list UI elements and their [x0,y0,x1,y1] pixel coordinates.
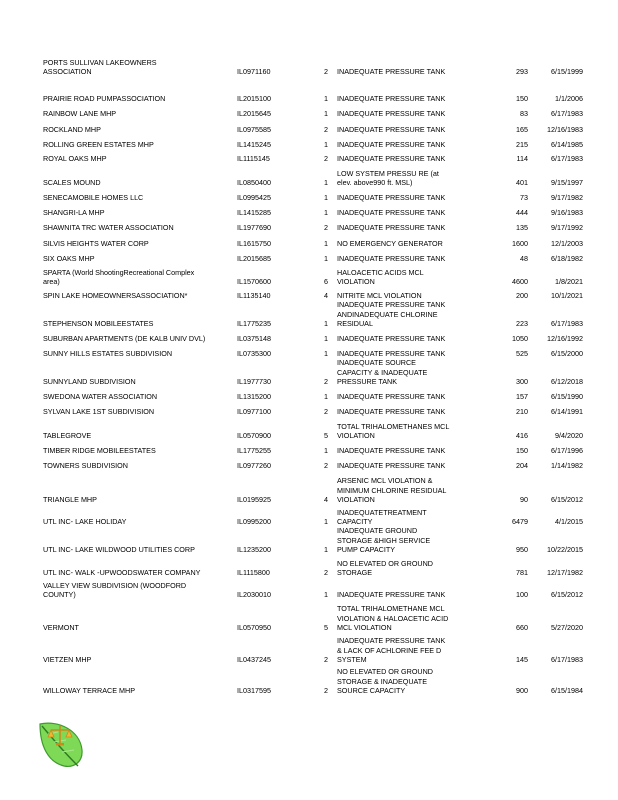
population: 1050 [512,333,528,343]
violation-count: 2 [324,66,328,76]
violation-date: 5/27/2020 [551,622,583,632]
population: 165 [516,124,528,134]
system-name: SCALES MOUND [43,177,101,187]
violation-description: INADEQUATE PRESSURE TANK [337,391,446,401]
violation-count: 2 [324,376,328,386]
violation-description: INADEQUATE PRESSURE TANK [337,406,446,416]
violation-date: 1/1/2006 [555,93,583,103]
system-id: IL2015100 [237,93,271,103]
violation-description: INADEQUATE PRESSURE TANK [337,222,446,232]
system-id: IL0735300 [237,348,271,358]
population: 4600 [512,276,528,286]
system-id: IL1775235 [237,318,271,328]
system-id: IL1775255 [237,445,271,455]
violation-description: INADEQUATE GROUND STORAGE &HIGH SERVICE PUMP CAPACITY [337,526,431,554]
violation-count: 2 [324,567,328,577]
violation-date: 6/17/1983 [551,153,583,163]
population: 157 [516,391,528,401]
system-name: STEPHENSON MOBILEESTATES [43,318,154,328]
violation-description: INADEQUATE PRESSURE TANK [337,192,446,202]
violation-count: 2 [324,124,328,134]
system-name: PORTS SULLIVAN LAKEOWNERS ASSOCIATION [43,57,157,76]
violation-count: 5 [324,430,328,440]
system-id: IL0971160 [237,66,271,76]
violation-description: INADEQUATE PRESSURE TANK [337,589,446,599]
violation-count: 1 [324,391,328,401]
violation-count: 2 [324,406,328,416]
system-name: SHAWNITA TRC WATER ASSOCIATION [43,222,174,232]
violation-count: 1 [324,207,328,217]
violation-date: 10/22/2015 [547,544,583,554]
system-id: IL0995425 [237,192,271,202]
system-id: IL1115800 [237,567,270,577]
system-id: IL1977730 [237,376,271,386]
violation-description: NO ELEVATED OR GROUND STORAGE [337,558,433,577]
population: 215 [516,139,528,149]
system-id: IL1615750 [237,238,271,248]
violation-date: 6/14/1991 [551,406,583,416]
system-id: IL2030010 [237,589,271,599]
system-id: IL1135140 [237,290,271,300]
violation-description: INADEQUATE PRESSURE TANK [337,445,446,455]
population: 416 [516,430,528,440]
violation-count: 2 [324,654,328,664]
population: 300 [516,376,528,386]
system-id: IL0437245 [237,654,271,664]
population: 210 [516,406,528,416]
system-id: IL1315200 [237,391,271,401]
violation-date: 6/15/1999 [551,66,583,76]
violation-count: 1 [324,544,328,554]
system-name: SPIN LAKE HOMEOWNERSASSOCIATION* [43,290,188,300]
violation-date: 6/18/1982 [551,253,583,263]
violation-date: 10/1/2021 [551,290,583,300]
population: 83 [520,108,528,118]
system-name: RAINBOW LANE MHP [43,108,117,118]
violation-count: 1 [324,516,328,526]
violation-date: 6/12/2018 [551,376,583,386]
system-name: SYLVAN LAKE 1ST SUBDIVISION [43,406,155,416]
violation-count: 1 [324,192,328,202]
population: 90 [520,494,528,504]
violation-description: INADEQUATETREATMENT CAPACITY [337,507,427,526]
violation-date: 9/4/2020 [555,430,583,440]
system-name: TABLEGROVE [43,430,92,440]
population: 114 [516,153,528,163]
leaf-scale-logo-icon [36,718,86,770]
system-name: ROCKLAND MHP [43,124,101,134]
system-name: SWEDONA WATER ASSOCIATION [43,391,158,401]
violation-description: INADEQUATE PRESSURE TANK [337,333,446,343]
violation-description: NITRITE MCL VIOLATION [337,290,422,300]
system-name: UTL INC- LAKE WILDWOOD UTILITIES CORP [43,544,195,554]
violation-description: INADEQUATE PRESSURE TANK & LACK OF ACHLORINE FEE D SYSTEM [337,636,446,664]
violation-date: 6/15/1990 [551,391,583,401]
population: 950 [516,544,528,554]
violation-date: 6/17/1983 [551,108,583,118]
population: 900 [516,685,528,695]
system-name: SUNNYLAND SUBDIVISION [43,376,136,386]
system-id: IL0975585 [237,124,271,134]
violation-date: 6/17/1996 [551,445,583,455]
violation-count: 1 [324,108,328,118]
violation-count: 1 [324,348,328,358]
violation-count: 5 [324,622,328,632]
violation-count: 1 [324,93,328,103]
system-name: TRIANGLE MHP [43,494,97,504]
violation-date: 6/15/2000 [551,348,583,358]
violation-count: 1 [324,139,328,149]
violation-description: LOW SYSTEM PRESSU RE (at elev. above990 ft. MSL) [337,168,439,187]
population: 73 [520,192,528,202]
population: 48 [520,253,528,263]
system-id: IL1235200 [237,544,271,554]
violation-description: TOTAL TRIHALOMETHANES MCL VIOLATION [337,421,450,440]
violation-description: INADEQUATE PRESSURE TANK [337,207,446,217]
system-name: SUNNY HILLS ESTATES SUBDIVISION [43,348,173,358]
violation-description: INADEQUATE PRESSURE TANK [337,124,446,134]
system-name: SILVIS HEIGHTS WATER CORP [43,238,149,248]
system-id: IL0317595 [237,685,271,695]
violation-count: 2 [324,153,328,163]
population: 444 [516,207,528,217]
population: 401 [516,177,528,187]
system-id: IL1415285 [237,207,271,217]
violation-description: INADEQUATE PRESSURE TANK [337,108,446,118]
population: 150 [516,445,528,455]
system-name: VALLEY VIEW SUBDIVISION (WOODFORD COUNTY) [43,580,187,599]
system-name: WILLOWAY TERRACE MHP [43,685,135,695]
system-id: IL1570600 [237,276,271,286]
system-name: UTL INC- WALK -UPWOODSWATER COMPANY [43,567,201,577]
population: 223 [516,318,528,328]
violation-description: INADEQUATE PRESSURE TANK [337,139,446,149]
system-name: SUBURBAN APARTMENTS (DE KALB UNIV DVL) [43,333,206,343]
violation-count: 1 [324,333,328,343]
system-id: IL1415245 [237,139,271,149]
population: 1600 [512,238,528,248]
violation-date: 6/15/1984 [551,685,583,695]
violation-count: 2 [324,222,328,232]
system-name: VERMONT [43,622,79,632]
violation-count: 4 [324,494,328,504]
violation-description: INADEQUATE PRESSURE TANK [337,460,446,470]
population: 660 [516,622,528,632]
population: 145 [516,654,528,664]
violation-description: TOTAL TRIHALOMETHANE MCL VIOLATION & HALOACETIC ACID MCL VIOLATION [337,604,449,632]
system-id: IL1977690 [237,222,271,232]
violation-count: 1 [324,589,328,599]
violation-description: INADEQUATE PRESSURE TANK ANDINADEQUATE CHLORINE RESIDUAL [337,300,446,328]
violation-date: 1/14/1982 [551,460,583,470]
violation-date: 9/16/1983 [551,207,583,217]
system-id: IL0570950 [237,622,271,632]
violation-description: NO ELEVATED OR GROUND STORAGE & INADEQUATE SOURCE CAPACITY [337,667,433,695]
system-id: IL0195925 [237,494,271,504]
system-name: SPARTA (World ShootingRecreational Complex area) [43,267,195,286]
violation-date: 9/15/1997 [551,177,583,187]
violation-count: 6 [324,276,328,286]
system-id: IL0977260 [237,460,271,470]
violation-description: INADEQUATE PRESSURE TANK [337,153,446,163]
system-name: VIETZEN MHP [43,654,92,664]
system-name: SIX OAKS MHP [43,253,95,263]
system-id: IL0570900 [237,430,271,440]
system-name: SENECAMOBILE HOMES LLC [43,192,144,202]
population: 200 [516,290,528,300]
violation-date: 6/15/2012 [551,494,583,504]
population: 100 [516,589,528,599]
system-name: PRAIRIE ROAD PUMPASSOCIATION [43,93,166,103]
violation-date: 1/8/2021 [555,276,583,286]
violation-count: 4 [324,290,328,300]
system-id: IL2015685 [237,253,271,263]
violation-description: INADEQUATE SOURCE CAPACITY & INADEQUATE PRESSURE TANK [337,358,428,386]
system-name: SHANGRI-LA MHP [43,207,105,217]
system-name: ROYAL OAKS MHP [43,153,107,163]
system-name: ROLLING GREEN ESTATES MHP [43,139,154,149]
violation-count: 1 [324,445,328,455]
system-name: TIMBER RIDGE MOBILEESTATES [43,445,156,455]
violation-count: 1 [324,253,328,263]
system-id: IL1115145 [237,153,270,163]
violation-date: 12/16/1992 [547,333,583,343]
violation-description: INADEQUATE PRESSURE TANK [337,253,446,263]
system-id: IL0375148 [237,333,271,343]
violation-date: 9/17/1992 [551,222,583,232]
violation-date: 12/1/2003 [551,238,583,248]
violation-count: 2 [324,685,328,695]
population: 135 [516,222,528,232]
violation-count: 1 [324,238,328,248]
violation-description: ARSENIC MCL VIOLATION & MINIMUM CHLORINE RESIDUAL VIOLATION [337,476,447,504]
system-id: IL0977100 [237,406,271,416]
violation-count: 2 [324,460,328,470]
population: 525 [516,348,528,358]
violation-date: 9/17/1982 [551,192,583,202]
population: 150 [516,93,528,103]
violation-date: 12/16/1983 [547,124,583,134]
violation-count: 1 [324,318,328,328]
violation-date: 6/14/1985 [551,139,583,149]
system-id: IL0850400 [237,177,271,187]
violation-description: HALOACETIC ACIDS MCL VIOLATION [337,267,424,286]
population: 204 [516,460,528,470]
violation-date: 6/17/1983 [551,654,583,664]
violation-count: 1 [324,177,328,187]
violation-date: 12/17/1982 [547,567,583,577]
population: 293 [516,66,528,76]
system-name: UTL INC- LAKE HOLIDAY [43,516,127,526]
system-id: IL0995200 [237,516,271,526]
violation-description: INADEQUATE PRESSURE TANK [337,93,446,103]
violation-description: INADEQUATE PRESSURE TANK [337,66,446,76]
violation-date: 6/15/2012 [551,589,583,599]
violation-description: INADEQUATE PRESSURE TANK [337,348,446,358]
violation-date: 4/1/2015 [555,516,583,526]
system-id: IL2015645 [237,108,271,118]
violation-date: 6/17/1983 [551,318,583,328]
violation-description: NO EMERGENCY GENERATOR [337,238,443,248]
population: 781 [516,567,528,577]
system-name: TOWNERS SUBDIVISION [43,460,128,470]
population: 6479 [512,516,528,526]
